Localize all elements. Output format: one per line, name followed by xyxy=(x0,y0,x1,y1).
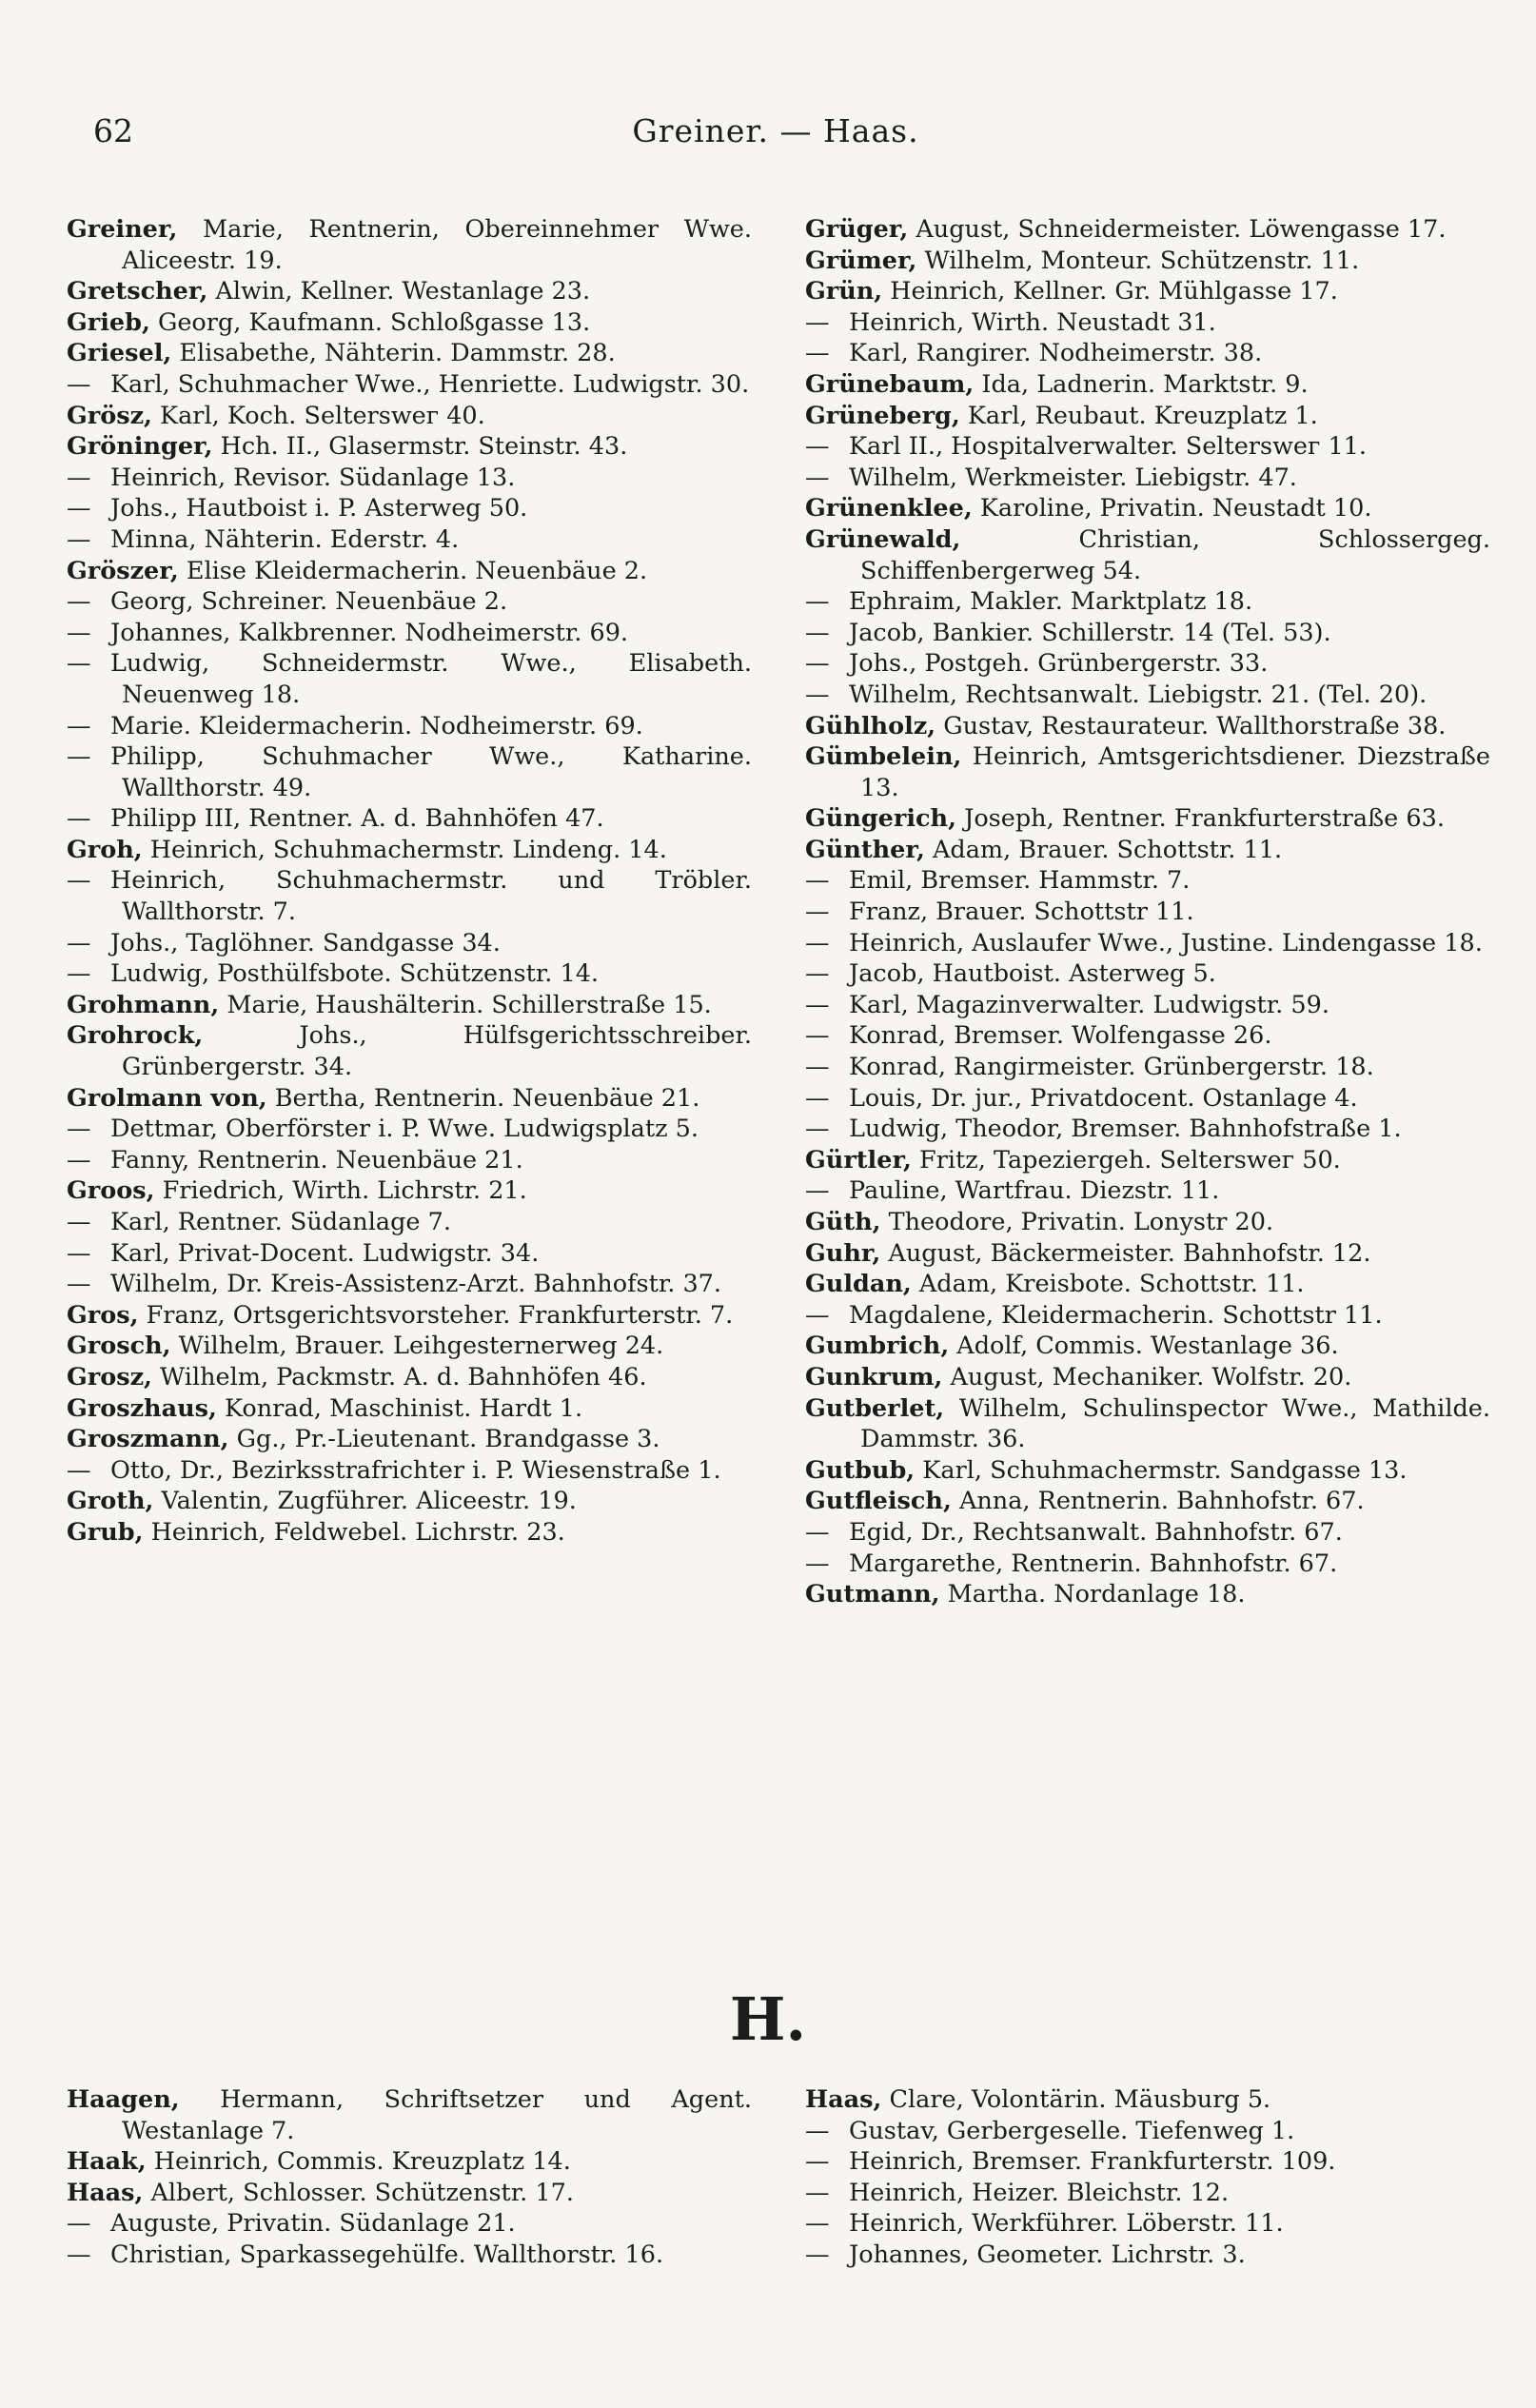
ditto-dash: — xyxy=(67,1238,91,1268)
entry-details: Minna, Nähterin. Ederstr. 4. xyxy=(110,524,460,554)
entry-details: Pauline, Wartfrau. Diezstr. 11. xyxy=(849,1176,1220,1206)
directory-entry xyxy=(805,214,1490,246)
directory-entry xyxy=(67,463,752,494)
entry-surname: Guldan, xyxy=(805,1270,912,1299)
directory-entry xyxy=(67,524,752,556)
entry-surname: Haak, xyxy=(67,2147,147,2177)
directory-entry xyxy=(805,586,1490,618)
entry-details: Karl, Privat-Docent. Ludwigstr. 34. xyxy=(110,1238,540,1268)
entry-details: Karl II., Hospitalverwalter. Selterswег 11. xyxy=(849,432,1368,462)
entry-details: Konrad, Rangirmeister. Grünbergerstr. 18. xyxy=(849,1053,1374,1082)
ditto-dash: — xyxy=(805,1300,830,1330)
entry-surname: Grohrock, xyxy=(67,1021,204,1051)
directory-entry xyxy=(67,1238,752,1270)
directory-entry xyxy=(805,618,1490,649)
entry-details: Franz, Ortsgerichtsvorsteher. Frankfurterstr. 7. xyxy=(138,1300,734,1330)
running-head: Greiner. — Haas. xyxy=(632,112,919,149)
entry-details: Karl, Koch. Selterswег 40. xyxy=(151,401,485,430)
ditto-dash: — xyxy=(67,959,91,989)
entry-surname: Grohmann, xyxy=(67,990,220,1019)
entry-surname: Gröszer, xyxy=(67,556,179,585)
entry-details: Georg, Kaufmann. Schloßgasse 13. xyxy=(149,307,591,337)
ditto-dash: — xyxy=(67,494,91,523)
entry-details: Johs., Taglöhner. Sandgasse 34. xyxy=(110,928,501,957)
directory-entry xyxy=(67,928,752,959)
entry-details: Heinrich, Wirth. Neustadt 31. xyxy=(849,307,1216,337)
directory-entry xyxy=(805,1238,1490,1270)
entry-details: Fritz, Tapeziergeh. Selterswег 50. xyxy=(911,1145,1341,1174)
ditto-dash: — xyxy=(805,1517,830,1547)
directory-entry xyxy=(67,990,752,1021)
entry-details: Heinrich, Werkführer. Löberstr. 11. xyxy=(849,2209,1284,2239)
entry-details: Valentin, Zugführer. Aliceestr. 19. xyxy=(153,1487,577,1516)
entry-surname: Groos, xyxy=(67,1176,155,1206)
directory-entry xyxy=(67,1175,752,1207)
directory-entry xyxy=(805,1052,1490,1083)
directory-entry xyxy=(805,431,1490,463)
entry-details: Christian, Sparkassegehülfe. Wallthorstr. 16. xyxy=(110,2240,664,2269)
directory-entry xyxy=(805,897,1490,928)
directory-entry xyxy=(805,990,1490,1021)
entry-details: Heinrich, Bremser. Frankfurterstr. 109. xyxy=(849,2147,1336,2177)
entry-surname: Groth, xyxy=(67,1487,154,1516)
entry-surname: Grünewald, xyxy=(805,524,961,554)
entry-details: Karoline, Privatin. Neustadt 10. xyxy=(972,494,1372,523)
entry-details: Karl, Magazinverwalter. Ludwigstr. 59. xyxy=(849,990,1329,1019)
directory-entry xyxy=(67,338,752,369)
directory-entry xyxy=(67,1269,752,1300)
ditto-dash: — xyxy=(67,804,91,834)
directory-entry xyxy=(67,803,752,835)
directory-entry xyxy=(67,2208,752,2240)
entry-details: August, Bäckermeister. Bahnhofstr. 12. xyxy=(880,1238,1371,1268)
entry-details: Louis, Dr. jur., Privatdocent. Ostanlage 4. xyxy=(849,1083,1358,1113)
entry-details: Adolf, Commis. Westanlage 36. xyxy=(949,1332,1339,1361)
entry-details: Auguste, Privatin. Südanlage 21. xyxy=(110,2209,516,2239)
entry-details: Wilhelm, Werkmeister. Liebigstr. 47. xyxy=(849,463,1297,492)
ditto-dash: — xyxy=(805,1549,830,1578)
entry-details: Wilhelm, Schulinspector Wwe., Mathilde. Dammstr. 36. xyxy=(860,1393,1490,1454)
ditto-dash: — xyxy=(67,866,91,896)
entry-details: Wilhelm, Monteur. Schützenstr. 11. xyxy=(916,246,1360,275)
ditto-dash: — xyxy=(67,369,91,399)
entry-surname: Gunkrum, xyxy=(805,1362,943,1392)
entry-surname: Grünebaum, xyxy=(805,369,975,399)
ditto-dash: — xyxy=(67,742,91,772)
entry-details: Egid, Dr., Rechtsanwalt. Bahnhofstr. 67. xyxy=(849,1517,1343,1547)
entry-details: Heinrich, Kellner. Gr. Mühlgasse 17. xyxy=(882,277,1338,306)
entry-surname: Gros, xyxy=(67,1300,139,1330)
directory-entry xyxy=(67,1455,752,1487)
directory-entry xyxy=(67,618,752,649)
directory-entry xyxy=(805,958,1490,990)
entry-surname: Gutberlet, xyxy=(805,1393,945,1423)
entry-details: Karl, Rentner. Südanlage 7. xyxy=(110,1208,451,1236)
ditto-dash: — xyxy=(805,1115,830,1144)
entry-details: Konrad, Maschinist. Hardt 1. xyxy=(216,1393,583,1423)
directory-entry xyxy=(805,1393,1490,1455)
entry-details: Marie, Rentnerin, Obereinnehmer Wwe. Aliceestr. 19. xyxy=(122,215,752,275)
entry-details: Johannes, Geometer. Lichrstr. 3. xyxy=(849,2240,1246,2269)
directory-entry xyxy=(805,835,1490,866)
entry-details: Theodore, Privatin. Lonystr 20. xyxy=(880,1208,1274,1236)
directory-entry xyxy=(67,556,752,587)
directory-entry xyxy=(805,1517,1490,1549)
entry-surname: Groszhaus, xyxy=(67,1393,217,1423)
ditto-dash: — xyxy=(805,587,830,617)
entry-details: Ludwig, Theodor, Bremser. Bahnhofstraße 1. xyxy=(849,1115,1402,1144)
page-header xyxy=(86,112,1466,162)
directory-entry xyxy=(67,835,752,866)
ditto-dash: — xyxy=(805,2147,830,2177)
entry-surname: Grieb, xyxy=(67,307,150,337)
directory-entry xyxy=(805,1114,1490,1145)
directory-entry xyxy=(805,401,1490,432)
ditto-dash: — xyxy=(67,711,91,740)
ditto-dash: — xyxy=(67,618,91,647)
entry-details: Konrad, Bremser. Wolfengasse 26. xyxy=(849,1021,1272,1051)
ditto-dash: — xyxy=(67,1455,91,1485)
directory-entry xyxy=(805,2084,1490,2116)
ditto-dash: — xyxy=(805,2209,830,2239)
ditto-dash: — xyxy=(67,2240,91,2269)
directory-entry xyxy=(67,369,752,401)
ditto-dash: — xyxy=(67,1208,91,1236)
directory-entry xyxy=(805,493,1490,524)
entry-details: Johannes, Kalkbrenner. Nodheimerstr. 69. xyxy=(110,618,629,647)
directory-entry xyxy=(805,2116,1490,2147)
ditto-dash: — xyxy=(67,1270,91,1299)
entry-details: August, Mechaniker. Wolfstr. 20. xyxy=(942,1362,1352,1392)
ditto-dash: — xyxy=(805,866,830,896)
entry-details: Hermann, Schriftsetzer und Agent. Westanlage 7. xyxy=(122,2085,752,2145)
directory-entry xyxy=(805,1175,1490,1207)
entry-details: Alwin, Kellner. Westanlage 23. xyxy=(207,277,591,306)
entry-surname: Guhr, xyxy=(805,1238,881,1268)
ditto-dash: — xyxy=(67,928,91,957)
column-bottom-right xyxy=(805,2084,1490,2271)
entry-details: Elisabethe, Nähterin. Dammstr. 28. xyxy=(171,339,616,368)
entry-details: Philipp III, Rentner. A. d. Bahnhöfen 47. xyxy=(110,804,604,834)
directory-entry xyxy=(805,2240,1490,2271)
ditto-dash: — xyxy=(67,649,91,679)
section-letter: H. xyxy=(729,1984,807,2054)
directory-entry xyxy=(67,1207,752,1238)
directory-entry xyxy=(67,2084,752,2146)
entry-surname: Grösz, xyxy=(67,401,152,430)
entry-details: Karl, Schuhmacher Wwe., Henriette. Ludwigstr. 30. xyxy=(110,369,750,399)
directory-entry xyxy=(805,307,1490,339)
directory-entry xyxy=(805,1549,1490,1580)
ditto-dash: — xyxy=(805,618,830,647)
ditto-dash: — xyxy=(67,2209,91,2239)
ditto-dash: — xyxy=(805,1053,830,1082)
ditto-dash: — xyxy=(805,432,830,462)
ditto-dash: — xyxy=(67,463,91,492)
directory-entry xyxy=(805,1269,1490,1300)
entry-details: Friedrich, Wirth. Lichrstr. 21. xyxy=(154,1176,527,1206)
directory-entry xyxy=(67,1486,752,1517)
entry-surname: Haas, xyxy=(805,2085,882,2114)
entry-details: Fanny, Rentnerin. Neuenbäue 21. xyxy=(110,1145,523,1174)
entry-details: Clare, Volontärin. Mäusburg 5. xyxy=(881,2085,1271,2114)
entry-details: Gustav, Gerbergeselle. Tiefenweg 1. xyxy=(849,2116,1295,2145)
directory-entry xyxy=(67,2146,752,2178)
directory-entry xyxy=(805,1486,1490,1517)
ditto-dash: — xyxy=(805,928,830,957)
entry-surname: Gutmann, xyxy=(805,1580,940,1609)
entry-details: Bertha, Rentnerin. Neuenbäue 21. xyxy=(266,1083,700,1113)
entry-details: Wilhelm, Brauer. Leihgesternerweg 24. xyxy=(170,1332,664,1361)
entry-details: Anna, Rentnerin. Bahnhofstr. 67. xyxy=(951,1487,1365,1516)
entry-details: Karl, Rangirer. Nodheimerstr. 38. xyxy=(849,339,1263,368)
entry-details: Jacob, Hautboist. Asterweg 5. xyxy=(849,959,1216,989)
directory-entry xyxy=(805,463,1490,494)
directory-entry xyxy=(67,1517,752,1549)
entry-details: Jacob, Bankier. Schillerstr. 14 (Tel. 53). xyxy=(849,618,1331,647)
directory-entry xyxy=(805,680,1490,711)
directory-entry xyxy=(805,276,1490,307)
directory-entry xyxy=(67,1145,752,1176)
entry-details: Wilhelm, Dr. Kreis-Assistenz-Arzt. Bahnhofstr. 37. xyxy=(110,1270,721,1299)
directory-entry xyxy=(805,741,1490,803)
entry-surname: Günther, xyxy=(805,835,925,864)
entry-details: Heinrich, Schuhmachermstr. Lindeng. 14. xyxy=(142,835,667,864)
directory-entry xyxy=(805,1362,1490,1393)
entry-details: Heinrich, Commis. Kreuzplatz 14. xyxy=(146,2147,571,2177)
directory-entry xyxy=(805,1331,1490,1362)
entry-surname: Gümbelein, xyxy=(805,742,962,772)
directory-entry xyxy=(805,338,1490,369)
directory-entry xyxy=(805,2178,1490,2209)
entry-surname: Groh, xyxy=(67,835,143,864)
column-top-left xyxy=(67,214,752,1549)
entry-details: Emil, Bremser. Hammstr. 7. xyxy=(849,866,1191,896)
entry-details: Joseph, Rentner. Frankfurterstraße 63. xyxy=(955,804,1445,834)
directory-entry xyxy=(805,803,1490,835)
entry-details: Margarethe, Rentnerin. Bahnhofstr. 67. xyxy=(849,1549,1338,1578)
ditto-dash: — xyxy=(805,680,830,709)
entry-surname: Greiner, xyxy=(67,215,178,244)
ditto-dash: — xyxy=(805,649,830,679)
column-top-right xyxy=(805,214,1490,1610)
directory-entry xyxy=(805,648,1490,680)
directory-entry xyxy=(67,586,752,618)
entry-details: Heinrich, Auslaufer Wwe., Justine. Lindengasse 18. xyxy=(849,928,1483,957)
entry-details: Georg, Schreiner. Neuenbäue 2. xyxy=(110,587,508,617)
entry-surname: Gutbub, xyxy=(805,1455,916,1485)
entry-details: Otto, Dr., Bezirksstrafrichter i. P. Wiesenstraße 1. xyxy=(110,1455,721,1485)
directory-entry xyxy=(67,2178,752,2209)
directory-entry xyxy=(67,493,752,524)
entry-details: Hch. II., Glasermstr. Steinstr. 43. xyxy=(212,432,628,462)
column-bottom-left xyxy=(67,2084,752,2271)
entry-details: Johs., Hautboist i. P. Asterweg 50. xyxy=(110,494,528,523)
ditto-dash: — xyxy=(805,898,830,927)
directory-entry xyxy=(67,1020,752,1082)
directory-entry xyxy=(67,1083,752,1115)
entry-details: Marie, Haushälterin. Schillerstraße 15. xyxy=(219,990,712,1019)
ditto-dash: — xyxy=(805,990,830,1019)
entry-details: Franz, Brauer. Schottstr 11. xyxy=(849,898,1194,927)
directory-entry xyxy=(67,711,752,742)
directory-entry xyxy=(805,1579,1490,1610)
page-number: 62 xyxy=(93,112,133,149)
directory-entry xyxy=(805,928,1490,959)
entry-surname: Grün, xyxy=(805,277,883,306)
directory-entry xyxy=(805,1145,1490,1176)
directory-entry xyxy=(67,1393,752,1425)
directory-entry xyxy=(67,1114,752,1145)
ditto-dash: — xyxy=(805,463,830,492)
entry-surname: Grüger, xyxy=(805,215,909,244)
entry-surname: Gürtler, xyxy=(805,1145,912,1174)
ditto-dash: — xyxy=(805,2178,830,2207)
entry-surname: Grub, xyxy=(67,1517,144,1547)
ditto-dash: — xyxy=(805,339,830,368)
entry-details: Adam, Brauer. Schottstr. 11. xyxy=(924,835,1283,864)
entry-surname: Grümer, xyxy=(805,246,917,275)
entry-surname: Gretscher, xyxy=(67,277,208,306)
directory-entry xyxy=(67,1331,752,1362)
directory-entry xyxy=(67,741,752,803)
entry-details: Heinrich, Revisor. Südanlage 13. xyxy=(110,463,516,492)
entry-details: Heinrich, Heizer. Bleichstr. 12. xyxy=(849,2178,1230,2207)
directory-entry xyxy=(67,401,752,432)
entry-surname: Haagen, xyxy=(67,2085,180,2114)
entry-details: Albert, Schlosser. Schützenstr. 17. xyxy=(143,2178,574,2207)
ditto-dash: — xyxy=(805,307,830,337)
entry-surname: Güth, xyxy=(805,1208,881,1236)
entry-details: August, Schneidermeister. Löwengasse 17. xyxy=(908,215,1447,244)
entry-details: Karl, Schuhmachermstr. Sandgasse 13. xyxy=(915,1455,1408,1485)
entry-details: Heinrich, Amtsgerichtsdiener. Diezstraße 13. xyxy=(860,742,1490,802)
entry-details: Ludwig, Schneidermstr. Wwe., Elisabeth. Neuenweg 18. xyxy=(110,649,752,709)
entry-details: Karl, Reubaut. Kreuzplatz 1. xyxy=(959,401,1318,430)
entry-surname: Groszmann, xyxy=(67,1425,229,1454)
entry-surname: Gröninger, xyxy=(67,432,213,462)
entry-details: Martha. Nordanlage 18. xyxy=(939,1580,1246,1609)
entry-details: Wilhelm, Packmstr. A. d. Bahnhöfen 46. xyxy=(151,1362,647,1392)
directory-entry xyxy=(805,2208,1490,2240)
entry-details: Christian, Schlossergeg. Schiffenbergerweg 54. xyxy=(860,524,1490,585)
directory-entry xyxy=(805,865,1490,897)
entry-surname: Gühlholz, xyxy=(805,711,936,740)
entry-surname: Güngerich, xyxy=(805,804,956,834)
directory-entry xyxy=(67,214,752,276)
ditto-dash: — xyxy=(805,1176,830,1206)
directory-entry xyxy=(805,1455,1490,1487)
directory-entry xyxy=(805,711,1490,742)
entry-details: Adam, Kreisbote. Schottstr. 11. xyxy=(911,1270,1305,1299)
entry-details: Ludwig, Posthülfsbote. Schützenstr. 14. xyxy=(110,959,600,989)
entry-details: Gustav, Restaurateur. Wallthorstraße 38. xyxy=(935,711,1447,740)
entry-surname: Griesel, xyxy=(67,339,172,368)
entry-surname: Grünenklee, xyxy=(805,494,973,523)
directory-entry xyxy=(805,2146,1490,2178)
entry-details: Elise Kleidermacherin. Neuenbäue 2. xyxy=(178,556,648,585)
entry-details: Marie. Kleidermacherin. Nodheimerstr. 69. xyxy=(110,711,643,740)
entry-details: Ida, Ladnerin. Marktstr. 9. xyxy=(974,369,1309,399)
ditto-dash: — xyxy=(67,1145,91,1174)
entry-details: Johs., Postgeh. Grünbergerstr. 33. xyxy=(849,649,1269,679)
entry-details: Heinrich, Schuhmachermstr. und Tröbler. Wallthorstr. 7. xyxy=(110,866,752,927)
ditto-dash: — xyxy=(67,1115,91,1144)
entry-details: Gg., Pr.-Lieutenant. Brandgasse 3. xyxy=(228,1425,660,1454)
entry-details: Wilhelm, Rechtsanwalt. Liebigstr. 21. (Tel. 20). xyxy=(849,680,1428,709)
directory-entry xyxy=(67,958,752,990)
ditto-dash: — xyxy=(67,524,91,554)
entry-surname: Grosch, xyxy=(67,1332,171,1361)
entry-surname: Grolmann von, xyxy=(67,1083,267,1113)
directory-entry xyxy=(805,1300,1490,1332)
directory-entry xyxy=(67,1300,752,1332)
entry-surname: Haas, xyxy=(67,2178,144,2207)
entry-surname: Grosz, xyxy=(67,1362,152,1392)
directory-entry xyxy=(805,369,1490,401)
directory-entry xyxy=(67,431,752,463)
directory-entry xyxy=(67,1362,752,1393)
directory-entry xyxy=(67,1424,752,1455)
directory-entry xyxy=(67,2240,752,2271)
entry-details: Johs., Hülfsgerichtsschreiber. Grünbergerstr. 34. xyxy=(122,1021,752,1082)
ditto-dash: — xyxy=(805,1083,830,1113)
directory-entry xyxy=(67,276,752,307)
directory-entry xyxy=(805,1020,1490,1052)
directory-entry xyxy=(67,865,752,927)
directory-entry xyxy=(805,1207,1490,1238)
ditto-dash: — xyxy=(805,959,830,989)
ditto-dash: — xyxy=(805,2116,830,2145)
directory-entry xyxy=(805,246,1490,277)
directory-entry xyxy=(805,1083,1490,1115)
ditto-dash: — xyxy=(67,587,91,617)
entry-surname: Gumbrich, xyxy=(805,1332,950,1361)
entry-details: Heinrich, Feldwebel. Lichrstr. 23. xyxy=(143,1517,565,1547)
entry-details: Magdalene, Kleidermacherin. Schottstr 11. xyxy=(849,1300,1383,1330)
directory-entry xyxy=(67,648,752,710)
directory-entry xyxy=(805,524,1490,586)
ditto-dash: — xyxy=(805,2240,830,2269)
entry-surname: Grüneberg, xyxy=(805,401,960,430)
entry-details: Dettmar, Oberförster i. P. Wwe. Ludwigsplatz 5. xyxy=(110,1115,699,1144)
directory-entry xyxy=(67,307,752,339)
entry-surname: Gutfleisch, xyxy=(805,1487,952,1516)
entry-details: Ephraim, Makler. Marktplatz 18. xyxy=(849,587,1253,617)
entry-details: Philipp, Schuhmacher Wwe., Katharine. Wallthorstr. 49. xyxy=(110,742,752,802)
ditto-dash: — xyxy=(805,1021,830,1051)
